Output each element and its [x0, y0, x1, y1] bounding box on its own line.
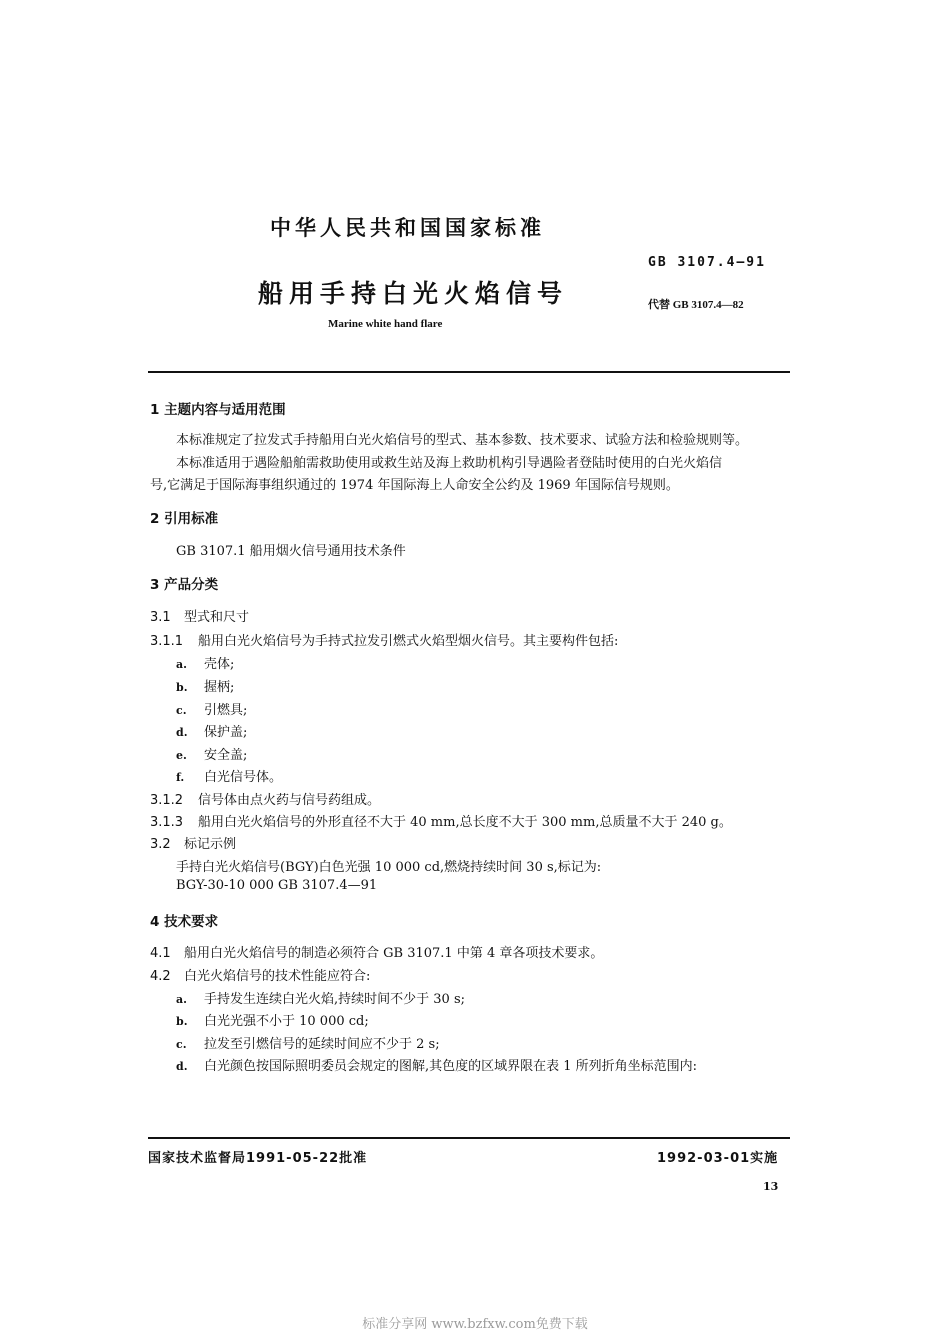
item-letter: c.	[176, 1038, 187, 1051]
item-text: 白光信号体。	[204, 770, 283, 785]
item-text: 保护盖;	[204, 725, 248, 740]
watermark: 标准分享网 www.bzfxw.com免费下载	[362, 1317, 588, 1332]
approval-date: 国家技术监督局1991-05-22批准	[148, 1151, 368, 1166]
list-item	[176, 766, 282, 785]
clause-3-1	[150, 606, 249, 625]
page-number: 13	[763, 1180, 779, 1193]
clause-3-2	[150, 833, 236, 852]
clause-text: 船用白光火焰信号为手持式拉发引燃式火焰型烟火信号。其主要构件包括:	[198, 634, 619, 649]
section-1-paragraph-2a: 本标准适用于遇险船舶需救助使用或救生站及海上救助机构引导遇险者登陆时使用的白光火焰信	[176, 456, 723, 471]
clause-text: 标记示例	[184, 837, 237, 852]
list-item	[176, 1033, 440, 1052]
item-letter: b.	[176, 1015, 188, 1028]
document-title-english: Marine white hand flare	[328, 318, 443, 330]
item-letter: d.	[176, 726, 188, 739]
section-2-heading: 2 引用标准	[150, 511, 219, 527]
clause-number: 3.1.1	[150, 634, 184, 649]
standard-number: GB 3107.4—91	[648, 255, 766, 270]
clause-text: 白光火焰信号的技术性能应符合:	[184, 969, 371, 984]
item-text: 白光光强不小于 10 000 cd;	[204, 1014, 369, 1029]
item-letter: d.	[176, 1060, 188, 1073]
list-item	[176, 653, 234, 672]
item-text: 握柄;	[204, 680, 235, 695]
item-letter: e.	[176, 749, 187, 762]
clause-3-1-3	[150, 811, 732, 830]
header-divider	[148, 371, 790, 373]
item-text: 手持发生连续白光火焰,持续时间不少于 30 s;	[204, 992, 465, 1007]
item-letter: f.	[176, 771, 185, 784]
national-standard-title: 中华人民共和国国家标准	[270, 216, 545, 240]
list-item	[176, 721, 247, 740]
item-text: 拉发至引燃信号的延续时间应不少于 2 s;	[204, 1037, 440, 1052]
replaces-standard: 代替 GB 3107.4—82	[648, 299, 744, 311]
section-1-heading: 1 主题内容与适用范围	[150, 402, 286, 418]
clause-3-1-2	[150, 789, 380, 808]
clause-number: 3.1.2	[150, 793, 184, 808]
list-item	[176, 676, 234, 695]
clause-text: 船用白光火焰信号的制造必须符合 GB 3107.1 中第 4 章各项技术要求。	[184, 946, 604, 961]
effective-date: 1992-03-01实施	[657, 1151, 779, 1166]
item-text: 安全盖;	[204, 748, 248, 763]
clause-text: 信号体由点火药与信号药组成。	[198, 793, 381, 808]
clause-number: 3.2	[150, 837, 171, 852]
list-item	[176, 988, 465, 1007]
marking-example: BGY-30-10 000 GB 3107.4—91	[176, 878, 378, 893]
list-item	[176, 744, 247, 763]
item-letter: b.	[176, 681, 188, 694]
clause-number: 4.1	[150, 946, 171, 961]
clause-number: 4.2	[150, 969, 171, 984]
list-item	[176, 1010, 369, 1029]
section-1-paragraph-1: 本标准规定了拉发式手持船用白光火焰信号的型式、基本参数、技术要求、试验方法和检验规则等。	[176, 433, 749, 448]
clause-text: 船用白光火焰信号的外形直径不大于 40 mm,总长度不大于 300 mm,总质量不大于 240 g。	[198, 815, 732, 830]
section-1-paragraph-2b: 号,它满足于国际海事组织通过的 1974 年国际海上人命安全公约及 1969 年国际信号规则。	[150, 478, 679, 493]
footer-divider	[148, 1137, 790, 1139]
clause-text: 型式和尺寸	[184, 610, 250, 625]
item-text: 壳体;	[204, 657, 235, 672]
clause-4-2	[150, 965, 370, 984]
item-text: 引燃具;	[204, 703, 248, 718]
clause-3-1-1	[150, 630, 618, 649]
list-item	[176, 699, 247, 718]
clause-number: 3.1	[150, 610, 171, 625]
list-item	[176, 1055, 697, 1074]
clause-number: 3.1.3	[150, 815, 184, 830]
item-letter: c.	[176, 704, 187, 717]
section-4-heading: 4 技术要求	[150, 914, 219, 930]
marking-example-description: 手持白光火焰信号(BGY)白色光强 10 000 cd,燃烧持续时间 30 s,标记为:	[176, 860, 602, 875]
clause-4-1	[150, 942, 603, 961]
document-title: 船用手持白光火焰信号	[258, 279, 569, 308]
reference-standard: GB 3107.1 船用烟火信号通用技术条件	[176, 544, 406, 559]
item-letter: a.	[176, 993, 187, 1006]
item-letter: a.	[176, 658, 187, 671]
section-3-heading: 3 产品分类	[150, 577, 219, 593]
item-text: 白光颜色按国际照明委员会规定的图解,其色度的区域界限在表 1 所列折角坐标范围内:	[204, 1059, 698, 1074]
